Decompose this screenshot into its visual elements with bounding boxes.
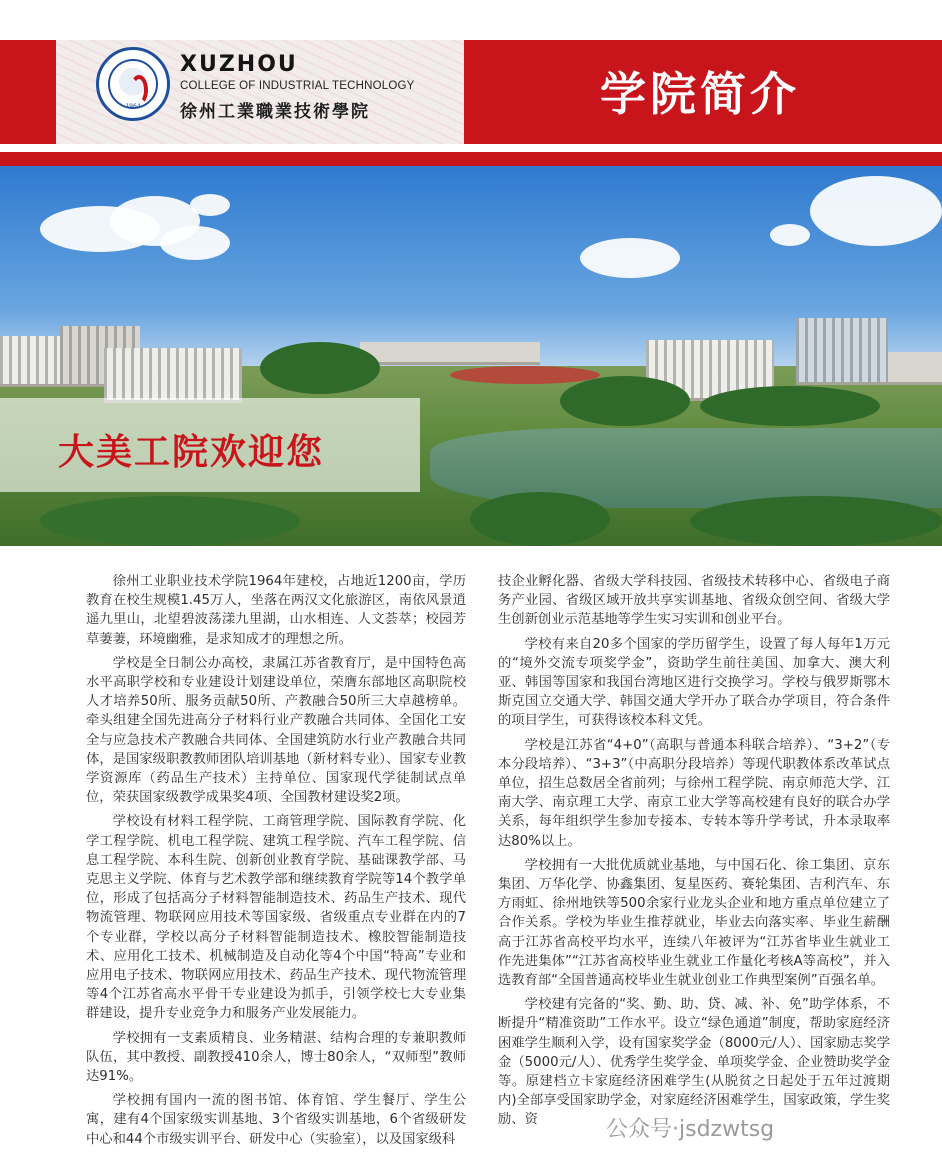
paragraph: 学校拥有国内一流的图书馆、体育馆、学生餐厅、学生公寓，建有4个国家级实训基地、3个省级实训基地，6个省级研发中心和44个市级实训平台、研发中心（实验室），以及国家级科 (86, 1093, 466, 1147)
cloud (160, 226, 230, 260)
building (104, 348, 242, 403)
building (888, 352, 942, 385)
building (796, 318, 888, 385)
paragraph: 学校设有材料工程学院、工商管理学院、国际教育学院、化学工程学院、机电工程学院、建筑工程学院、汽车工程学院、信息工程学院、本科生院、创新创业教育学院、基础课教学部、马克思主义学院、体育与艺术教学部和继续教育学院等14个教学单位，形成了包括高分子材料智能制造技术、药品生产技术、现代物流管理、物联网应用技术等国家级、省级重点专业群在内的7个专业群，学校以高分子材料智能制造技术、橡胶智能制造技术、应用化工技术、机械制造及自动化等4个中国“特高”专业和应用电子技术、物联网应用技术、药品生产技术、现代物流管理等4个江苏省高水平骨干专业建设为抓手，引领学校七大专业集群建设，提升专业竞争力和服务产业发展能力。 (86, 814, 466, 1022)
seal-year: 1964 (125, 103, 141, 110)
right-column (498, 572, 890, 1135)
welcome-heading: 大美工院欢迎您 (58, 431, 325, 473)
paragraph: 学校建有完备的“奖、勤、助、贷、减、补、免”助学体系，不断提升“精准资助”工作水平。设立“绿色通道”制度，帮助家庭经济困难学生顺利入学，设有国家奖学金（8000元/人）、国家励志奖学金（5000元/人）、优秀学生奖学金、单项奖学金、企业赞助奖学金等。原建档立卡家庭经济困难学生(从脱贫之日起处于五年过渡期内)全部享受国家助学金，对家庭经济困难学生，国家政策，学生奖励、资 (498, 997, 890, 1128)
windows (104, 348, 242, 400)
paragraph: 学校拥有一支素质精良、业务精湛、结构合理的专兼职教师队伍，其中教授、副教授410余人，博士80余人，“双师型”教师达91%。 (86, 1030, 466, 1085)
left-column (86, 572, 466, 1154)
paragraph: 学校拥有一大批优质就业基地，与中国石化、徐工集团、京东集团、万华化学、协鑫集团、复星医药、赛轮集团、吉利汽车、东方雨虹、徐州地铁等500余家行业龙头企业和地方重点单位建立了合作关系。学校为毕业生推荐就业，毕业去向落实率、毕业生薪酬高于江苏省高校平均水平，连续八年被评为“江苏省毕业生就业工作先进集体”“江苏省高校毕业生就业工作量化考核A等高校”，并入选教育部“全国普通高校毕业生就业创业工作典型案例”百强名单。 (498, 857, 890, 989)
tree (260, 342, 380, 394)
brand-english: XUZHOU (180, 52, 298, 77)
tree (40, 496, 300, 546)
building (360, 342, 540, 365)
watermark: 公众号·jsdzwtsg (606, 1117, 775, 1142)
rule-gap (0, 144, 942, 152)
paragraph: 学校有来自20多个国家的学历留学生，设置了每人每年1万元的“境外交流专项奖学金”，资助学生前往美国、加拿大、澳大利亚、韩国等国家和我国台湾地区进行交换学习。学校与俄罗斯鄂木斯克国立交通大学、韩国交通大学开办了联合办学项目，符合条件的项目学生，可获得该校本科文凭。 (498, 636, 890, 729)
paragraph: 学校是全日制公办高校，隶属江苏省教育厅，是中国特色高水平高职学校和专业建设计划建设单位，荣膺东部地区高职院校人才培养50所、服务贡献50所、产教融合50所三大卓越榜单。牵头组建全国先进高分子材料行业产教融合共同体、全国化工安全与应急技术产教融合共同体、全国建筑防水行业产教融合共同体，是国家级职教教师团队培训基地（新材料专业）、国家专业教学资源库（药品生产技术）主持单位、国家现代学徒制试点单位，荣获国家级教学成果奖4项、全国教材建设奖2项。 (86, 655, 466, 806)
seal-swirl-mark (130, 75, 148, 105)
paragraph: 徐州工业职业技术学院1964年建校，占地近1200亩，学历教育在校生规模1.45万人，坐落在两汉文化旅游区，南依风景逍遥九里山，北望碧波荡漾九里湖，山水相连、人文荟萃；校园芳草萋萋，环境幽雅，是求知成才的理想之所。 (86, 574, 466, 647)
section-title: 学院简介 (600, 67, 800, 121)
running-track (450, 366, 600, 384)
paragraph: 学校是江苏省“4+0”（高职与普通本科联合培养）、“3+2”（专本分段培养）、“3+3”（中高职分段培养）等现代职教体系改革试点单位，招生总数居全省前列；与徐州工程学院、南京师范大学、江南大学、南京理工大学、南京工业大学等高校建有良好的联合办学关系，每年组织学生参加专接本、专转本等升学考试，升本录取率达80%以上。 (498, 737, 890, 849)
red-rule (0, 152, 942, 166)
windows (796, 318, 888, 382)
cloud (770, 224, 810, 246)
cloud (190, 194, 230, 216)
tree (690, 496, 942, 546)
top-white-band (0, 0, 942, 40)
brand-english-subtitle: COLLEGE OF INDUSTRIAL TECHNOLOGY (180, 80, 415, 92)
tree (470, 492, 610, 546)
brand-chinese: 徐州工業職業技術學院 (180, 102, 370, 122)
tree (700, 386, 880, 426)
seal-inner-ring (108, 59, 158, 109)
college-seal-logo (96, 47, 170, 121)
paragraph: 技企业孵化器、省级大学科技园、省级技术转移中心、省级电子商务产业园、省级区域开放共享实训基地、省级众创空间、省级大学生创新创业示范基地等学生实习实训和创业平台。 (498, 574, 890, 628)
cloud (580, 238, 680, 278)
tree (560, 376, 690, 426)
cloud (810, 176, 942, 246)
